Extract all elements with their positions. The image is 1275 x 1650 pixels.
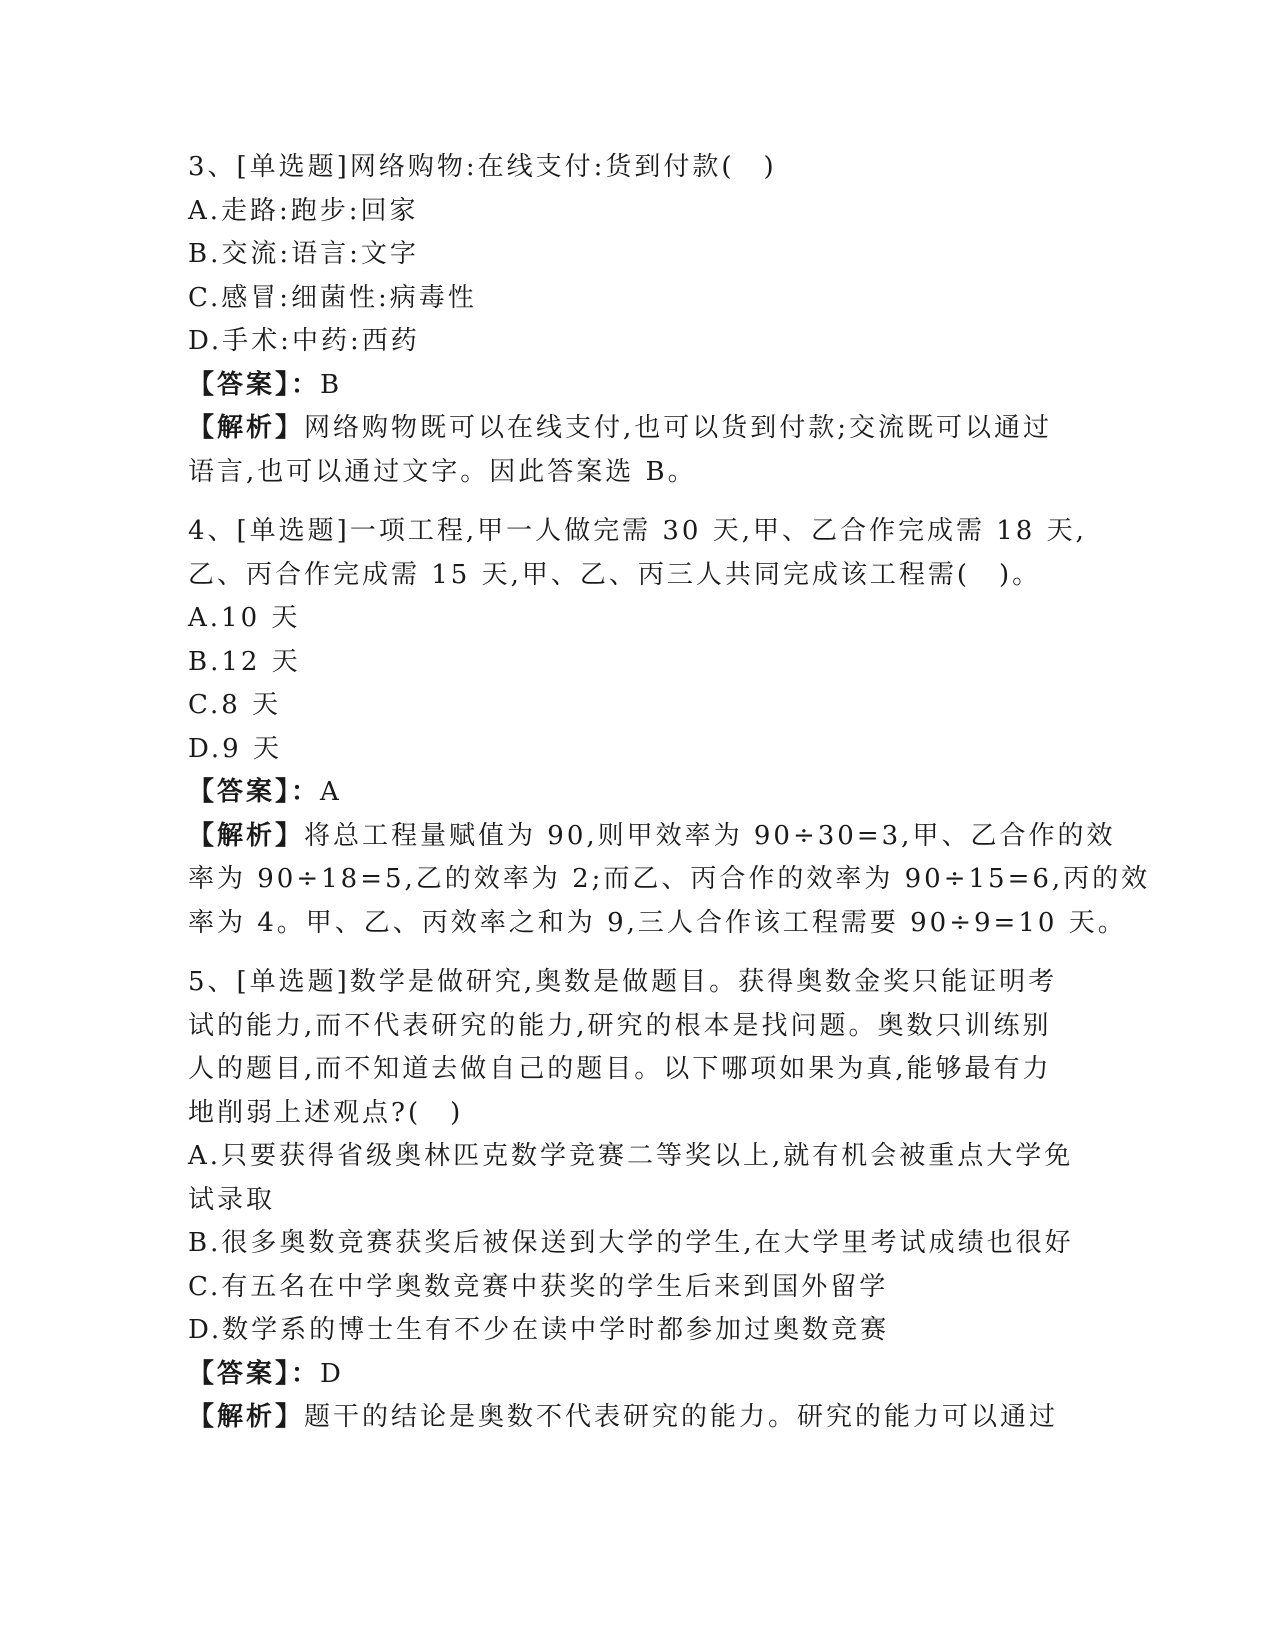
analysis-line <box>188 407 1088 451</box>
analysis-line <box>188 1396 1088 1440</box>
answer-line <box>188 771 1088 815</box>
option-d: D.数学系的博士生有不少在读中学时都参加过奥数竞赛 <box>188 1315 890 1345</box>
answer-value: D <box>320 1358 344 1389</box>
answer-value: B <box>320 369 343 400</box>
option-b: B.交流:语言:文字 <box>188 239 419 269</box>
option-d: D.9 天 <box>188 733 282 764</box>
analysis-label: 【解析】 <box>188 413 305 443</box>
question-5 <box>188 961 1088 1440</box>
question-stem: 人的题目,而不知道去做自己的题目。以下哪项如果为真,能够最有力 <box>188 1054 1052 1084</box>
question-4 <box>188 510 1151 945</box>
option-c: C.有五名在中学奥数竞赛中获奖的学生后来到国外留学 <box>188 1271 889 1302</box>
question-stem: 5、[单选题]数学是做研究,奥数是做题目。获得奥数金奖只能证明考 <box>188 967 1058 997</box>
option-a: A.10 天 <box>188 603 301 633</box>
answer-value: A <box>320 777 342 807</box>
analysis-label: 【解析】 <box>188 820 305 851</box>
question-stem: 3、[单选题]网络购物:在线支付:货到付款( ) <box>188 152 777 182</box>
question-stem: 地削弱上述观点?( ) <box>188 1097 464 1128</box>
analysis-line <box>188 815 1116 859</box>
analysis-text: 题干的结论是奥数不代表研究的能力。研究的能力可以通过 <box>304 1402 1059 1432</box>
answer-label: 【答案】： <box>188 369 321 400</box>
analysis-line: 率为 90÷18=5,乙的效率为 2;而乙、丙合作的效率为 90÷15=6,丙的效 <box>188 864 1151 894</box>
answer-label: 【答案】： <box>188 777 321 807</box>
question-stem: 乙、丙合作完成需 15 天,甲、乙、丙三人共同完成该工程需( )。 <box>188 559 1042 590</box>
option-a: A.走路:跑步:回家 <box>188 195 419 226</box>
analysis-text: 将总工程量赋值为 90,则甲效率为 90÷30=3,甲、乙合作的效 <box>304 820 1116 851</box>
question-stem: 试的能力,而不代表研究的能力,研究的根本是找问题。奥数只训练别 <box>188 1010 1052 1041</box>
analysis-line: 率为 4。甲、乙、丙效率之和为 9,三人合作该工程需要 90÷9=10 天。 <box>188 907 1127 938</box>
option-c: C.感冒:细菌性:病毒性 <box>188 282 477 313</box>
option-b: B.很多奥数竞赛获奖后被保送到大学的学生,在大学里考试成绩也很好 <box>188 1228 1074 1258</box>
question-3 <box>188 146 1088 494</box>
option-b: B.12 天 <box>188 646 301 677</box>
option-a: A.只要获得省级奥林匹克数学竞赛二等奖以上,就有机会被重点大学免 <box>188 1141 1074 1171</box>
option-c: C.8 天 <box>188 690 282 720</box>
option-a-continued: 试录取 <box>188 1184 276 1215</box>
answer-line <box>188 364 1088 408</box>
question-stem: 4、[单选题]一项工程,甲一人做完需 30 天,甲、乙合作完成需 18 天, <box>188 516 1087 546</box>
document-page <box>188 146 1151 1456</box>
analysis-text: 网络购物既可以在线支付,也可以货到付款;交流既可以通过 <box>304 413 1053 443</box>
answer-line <box>188 1353 1088 1397</box>
option-d: D.手术:中药:西药 <box>188 326 420 356</box>
answer-label: 【答案】： <box>188 1358 321 1389</box>
analysis-line: 语言,也可以通过文字。因此答案选 B。 <box>188 456 697 487</box>
analysis-label: 【解析】 <box>188 1402 305 1432</box>
